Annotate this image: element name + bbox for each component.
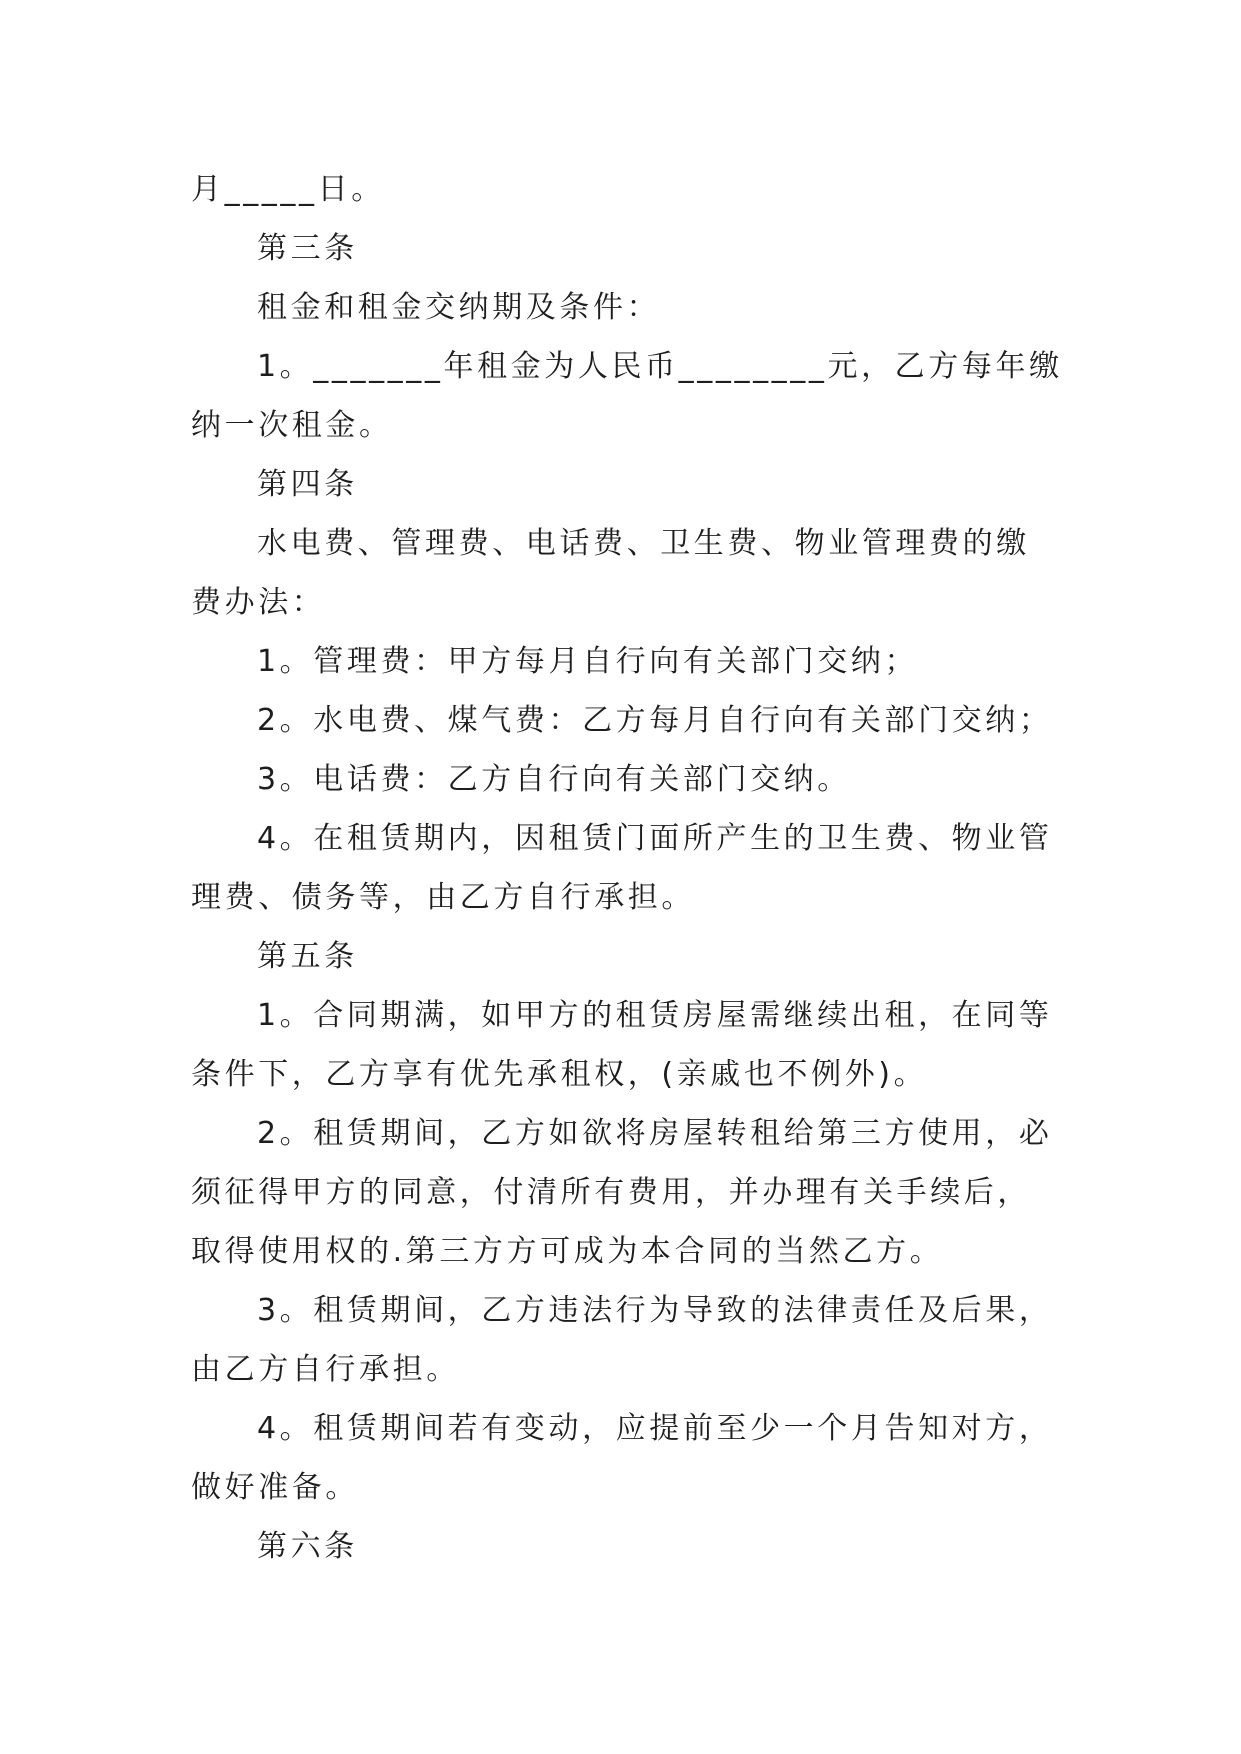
contract-text (191, 160, 1063, 1576)
article-4-heading: 第四条 (257, 467, 358, 502)
article-5-item-2: 2。租赁期间，乙方如欲将房屋转租给第三方使用，必须征得甲方的同意，付清所有费用，并办理有关手续后，取得使用权的.第三方方可成为本合同的当然乙方。 (191, 1116, 1053, 1269)
article-5-item-3: 3。租赁期间，乙方违法行为导致的法律责任及后果，由乙方自行承担。 (191, 1293, 1053, 1387)
article-4-item-3: 3。电话费：乙方自行向有关部门交纳。 (257, 762, 851, 797)
article-3-item-1: 1。_______年租金为人民币________元，乙方每年缴纳一次租金。 (191, 349, 1063, 443)
article-5-heading: 第五条 (257, 939, 358, 974)
article-4-title: 水电费、管理费、电话费、卫生费、物业管理费的缴费办法： (191, 526, 1030, 620)
article-3-heading: 第三条 (257, 231, 358, 266)
article-5-item-1: 1。合同期满，如甲方的租赁房屋需继续出租，在同等条件下，乙方享有优先承租权，(亲戚也不例外)。 (191, 998, 1053, 1092)
article-4-item-4: 4。在租赁期内，因租赁门面所产生的卫生费、物业管理费、债务等，由乙方自行承担。 (191, 821, 1053, 915)
article-4-item-2: 2。水电费、煤气费：乙方每月自行向有关部门交纳； (257, 703, 1053, 738)
article-5-item-4: 4。租赁期间若有变动，应提前至少一个月告知对方，做好准备。 (191, 1411, 1053, 1505)
article-6-heading: 第六条 (257, 1529, 358, 1564)
article-4-item-1: 1。管理费：甲方每月自行向有关部门交纳； (257, 644, 919, 679)
article-3-title: 租金和租金交纳期及条件： (257, 290, 661, 325)
continuation-line: 月_____日。 (191, 172, 385, 207)
